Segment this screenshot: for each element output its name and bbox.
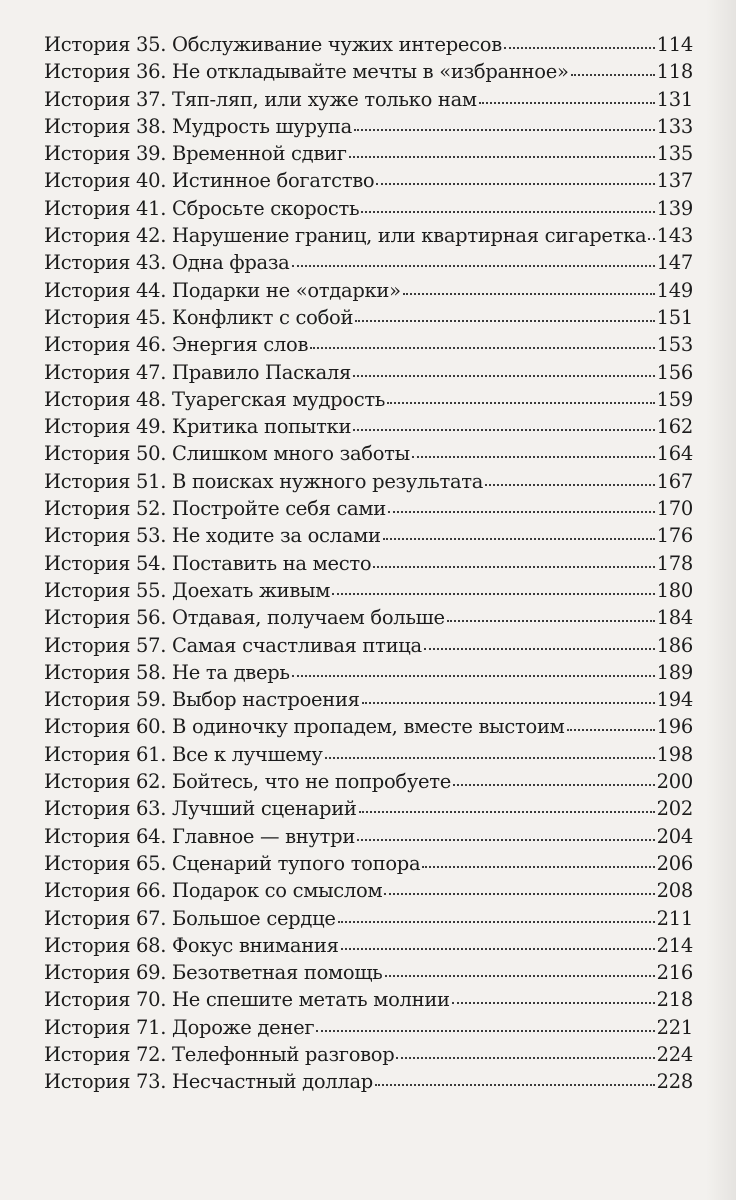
toc-entry-title: История 45. Конфликт с собой (44, 305, 354, 329)
dot-leader (338, 917, 655, 923)
toc-entry (44, 959, 693, 986)
toc-entry (44, 386, 693, 413)
dot-leader (384, 889, 654, 895)
toc-entry-page-number: 153 (656, 333, 693, 357)
toc-entry (44, 167, 693, 194)
toc-entry-page-number: 131 (656, 87, 693, 111)
toc-entry-page-number: 137 (656, 169, 693, 193)
toc-entry (44, 31, 693, 58)
toc-entry (44, 249, 693, 276)
dot-leader (354, 125, 655, 131)
toc-entry (44, 1014, 693, 1041)
dot-leader (403, 289, 655, 295)
toc-entry-page-number: 162 (656, 415, 693, 439)
dot-leader (376, 179, 654, 185)
toc-entry (44, 550, 693, 577)
toc-entry-page-number: 164 (656, 442, 693, 466)
dot-leader (361, 207, 654, 213)
dot-leader (567, 725, 655, 731)
table-of-contents (44, 31, 693, 1096)
toc-entry-title: История 38. Мудрость шурупа (44, 114, 352, 138)
dot-leader (504, 43, 655, 49)
toc-entry-page-number: 224 (656, 1042, 693, 1066)
toc-entry (44, 113, 693, 140)
dot-leader (385, 971, 655, 977)
dot-leader (452, 998, 655, 1004)
toc-entry (44, 850, 693, 877)
toc-entry (44, 86, 693, 113)
toc-entry-title: История 56. Отдавая, получаем больше (44, 606, 445, 630)
dot-leader (479, 98, 655, 104)
toc-entry-page-number: 139 (656, 196, 693, 220)
toc-entry (44, 632, 693, 659)
toc-entry-title: История 40. Истинное богатство (44, 169, 375, 193)
dot-leader (292, 671, 655, 677)
toc-entry (44, 823, 693, 850)
toc-entry-title: История 70. Не спешите метать молнии (44, 988, 450, 1012)
toc-entry-title: История 66. Подарок со смыслом (44, 879, 383, 903)
toc-entry (44, 768, 693, 795)
dot-leader (388, 507, 655, 513)
toc-entry-page-number: 178 (656, 551, 693, 575)
toc-entry-page-number: 167 (656, 469, 693, 493)
toc-entry (44, 795, 693, 822)
toc-entry (44, 577, 693, 604)
dot-leader (332, 589, 655, 595)
dot-leader (357, 835, 655, 841)
toc-entry-page-number: 147 (656, 251, 693, 275)
toc-entry (44, 522, 693, 549)
toc-entry-title: История 62. Бойтесь, что не попробуете (44, 770, 451, 794)
toc-entry (44, 468, 693, 495)
toc-entry-title: История 69. Безответная помощь (44, 961, 383, 985)
toc-entry-page-number: 118 (656, 60, 693, 84)
dot-leader (485, 480, 655, 486)
toc-entry (44, 1041, 693, 1068)
toc-entry (44, 58, 693, 85)
toc-entry-title: История 57. Самая счастливая птица (44, 633, 422, 657)
toc-entry-page-number: 204 (656, 824, 693, 848)
toc-entry-page-number: 208 (656, 879, 693, 903)
toc-entry-page-number: 202 (656, 797, 693, 821)
toc-entry-title: История 46. Энергия слов (44, 333, 309, 357)
toc-entry (44, 304, 693, 331)
dot-leader (383, 534, 655, 540)
toc-entry (44, 686, 693, 713)
dot-leader (412, 452, 655, 458)
toc-entry (44, 222, 693, 249)
toc-entry-page-number: 143 (656, 224, 693, 248)
toc-entry-title: История 58. Не та дверь (44, 660, 290, 684)
toc-entry (44, 1068, 693, 1095)
toc-entry-title: История 53. Не ходите за ослами (44, 524, 381, 548)
dot-leader (396, 1053, 654, 1059)
toc-entry (44, 877, 693, 904)
toc-entry-title: История 72. Телефонный разговор (44, 1042, 395, 1066)
dot-leader (453, 780, 655, 786)
toc-entry-title: История 43. Одна фраза (44, 251, 290, 275)
dot-leader (341, 944, 655, 950)
toc-entry-title: История 63. Лучший сценарий (44, 797, 357, 821)
toc-entry (44, 359, 693, 386)
toc-entry-title: История 55. Доехать живым (44, 578, 331, 602)
toc-entry-page-number: 200 (656, 770, 693, 794)
toc-entry-page-number: 184 (656, 606, 693, 630)
toc-entry (44, 659, 693, 686)
toc-entry-page-number: 133 (656, 114, 693, 138)
toc-entry-title: История 59. Выбор настроения (44, 688, 360, 712)
dot-leader (571, 70, 655, 76)
toc-entry-title: История 52. Постройте себя сами (44, 497, 386, 521)
toc-entry-title: История 39. Временной сдвиг (44, 142, 347, 166)
dot-leader (424, 644, 655, 650)
toc-entry-page-number: 211 (656, 906, 693, 930)
toc-entry-page-number: 176 (656, 524, 693, 548)
toc-entry-title: История 51. В поисках нужного результата (44, 469, 484, 493)
toc-entry (44, 413, 693, 440)
toc-entry-title: История 50. Слишком много заботы (44, 442, 410, 466)
toc-entry-title: История 65. Сценарий тупого топора (44, 851, 421, 875)
toc-entry-title: История 71. Дороже денег (44, 1015, 315, 1039)
toc-entry-page-number: 135 (656, 142, 693, 166)
toc-entry-title: История 73. Несчастный доллар (44, 1070, 373, 1094)
dot-leader (325, 753, 655, 759)
toc-entry-page-number: 196 (656, 715, 693, 739)
toc-entry-title: История 67. Большое сердце (44, 906, 336, 930)
toc-entry-title: История 41. Сбросьте скорость (44, 196, 360, 220)
toc-entry-title: История 48. Туарегская мудрость (44, 387, 386, 411)
toc-entry (44, 440, 693, 467)
toc-entry-page-number: 218 (656, 988, 693, 1012)
dot-leader (422, 862, 654, 868)
dot-leader (447, 616, 655, 622)
dot-leader (387, 398, 655, 404)
dot-leader (355, 316, 655, 322)
toc-entry (44, 741, 693, 768)
toc-entry-title: История 68. Фокус внимания (44, 933, 339, 957)
page-edge-shadow (706, 0, 736, 1200)
dot-leader (373, 562, 654, 568)
toc-entry-page-number: 194 (656, 688, 693, 712)
toc-entry-title: История 49. Критика попытки (44, 415, 352, 439)
toc-entry-title: История 54. Поставить на место (44, 551, 372, 575)
toc-entry-page-number: 216 (656, 961, 693, 985)
toc-entry (44, 986, 693, 1013)
toc-entry-title: История 47. Правило Паскаля (44, 360, 352, 384)
toc-entry-title: История 64. Главное — внутри (44, 824, 356, 848)
toc-entry-title: История 44. Подарки не «отдарки» (44, 278, 401, 302)
toc-entry (44, 604, 693, 631)
dot-leader (353, 425, 655, 431)
dot-leader (310, 343, 655, 349)
dot-leader (353, 371, 655, 377)
toc-entry (44, 277, 693, 304)
toc-entry-title: История 60. В одиночку пропадем, вместе выстоим (44, 715, 565, 739)
toc-entry-page-number: 198 (656, 742, 693, 766)
toc-entry (44, 140, 693, 167)
dot-leader (292, 261, 655, 267)
toc-entry-page-number: 180 (656, 578, 693, 602)
toc-entry (44, 713, 693, 740)
dot-leader (362, 698, 655, 704)
toc-entry-page-number: 159 (656, 387, 693, 411)
toc-entry (44, 932, 693, 959)
dot-leader (359, 807, 655, 813)
dot-leader (375, 1080, 655, 1086)
toc-entry-page-number: 228 (656, 1070, 693, 1094)
toc-entry-page-number: 149 (656, 278, 693, 302)
toc-entry-page-number: 221 (656, 1015, 693, 1039)
toc-entry-page-number: 206 (656, 851, 693, 875)
toc-entry-page-number: 151 (656, 305, 693, 329)
toc-entry-title: История 42. Нарушение границ, или квартирная сигаретка (44, 224, 647, 248)
toc-entry-page-number: 170 (656, 497, 693, 521)
toc-entry-page-number: 114 (656, 33, 693, 56)
toc-entry (44, 905, 693, 932)
toc-entry-page-number: 214 (656, 933, 693, 957)
toc-entry-page-number: 156 (656, 360, 693, 384)
dot-leader (648, 234, 654, 240)
toc-entry-page-number: 186 (656, 633, 693, 657)
toc-entry-title: История 61. Все к лучшему (44, 742, 323, 766)
toc-entry (44, 331, 693, 358)
toc-entry (44, 495, 693, 522)
toc-entry (44, 195, 693, 222)
dot-leader (349, 152, 655, 158)
toc-entry-page-number: 189 (656, 660, 693, 684)
toc-entry-title: История 37. Тяп-ляп, или хуже только нам (44, 87, 477, 111)
toc-entry-title: История 36. Не откладывайте мечты в «избранное» (44, 60, 569, 84)
dot-leader (316, 1026, 654, 1032)
toc-entry-title: История 35. Обслуживание чужих интересов (44, 33, 502, 56)
